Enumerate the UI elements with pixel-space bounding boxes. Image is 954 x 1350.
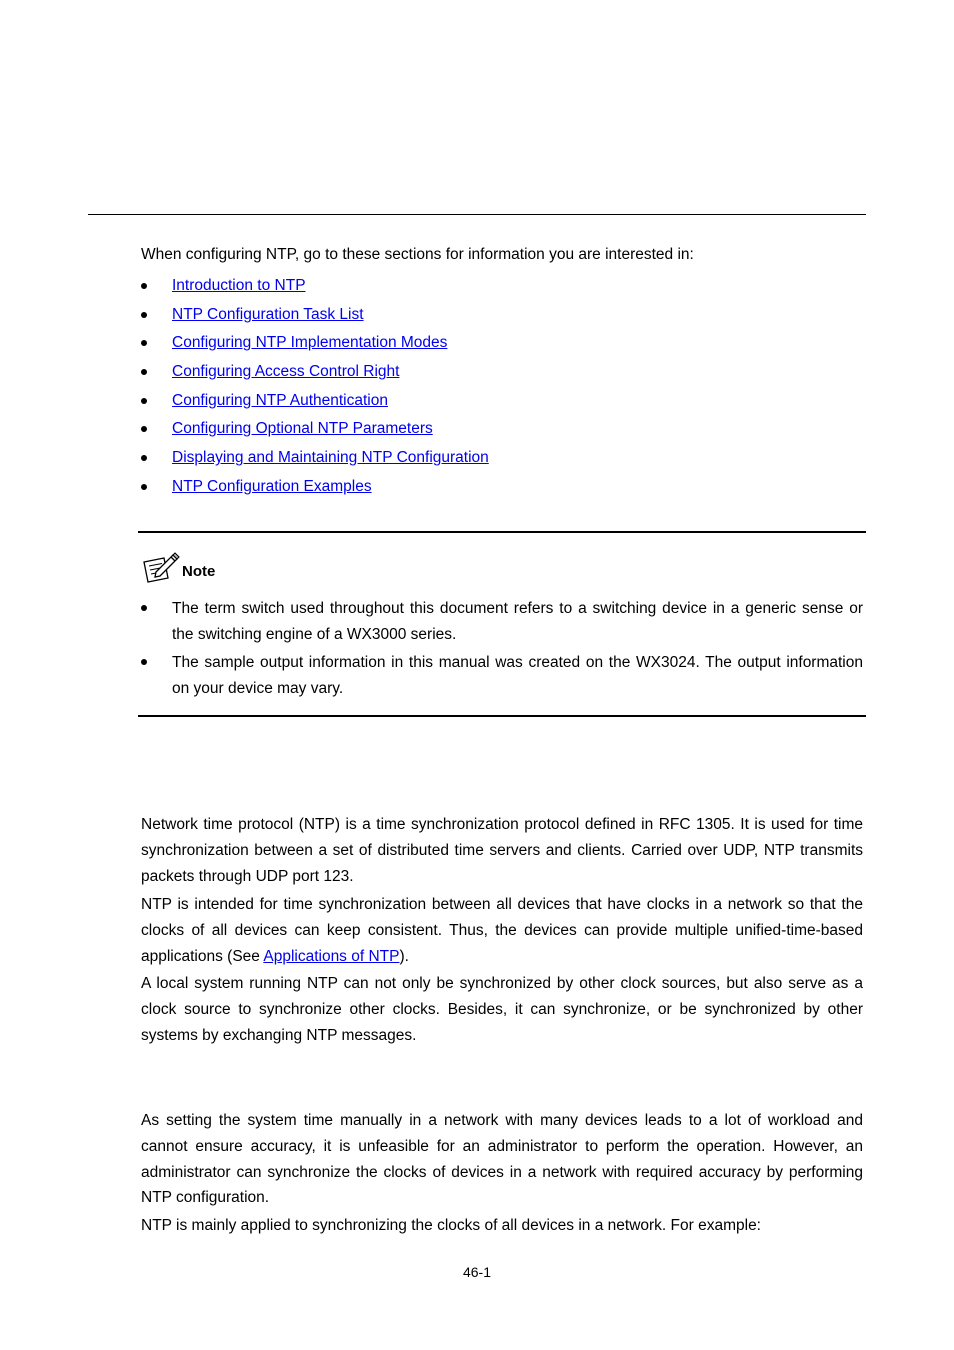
bullet-icon [141, 426, 147, 432]
intro-text: When configuring NTP, go to these sections for information you are interested in: [141, 246, 694, 263]
bullet-icon [141, 398, 147, 404]
bullet-icon [141, 659, 147, 665]
paragraph: Network time protocol (NTP) is a time synchronization protocol defined in RFC 1305. It is used for time synchronization between a set of distributed time servers and clients. Carried over UDP, NTP transmits packets through UDP port 123. [141, 816, 863, 885]
applications-of-ntp-link[interactable]: Applications of NTP [263, 947, 400, 965]
top-rule [88, 214, 866, 215]
toc-link-implementation-modes[interactable]: Configuring NTP Implementation Modes [172, 334, 448, 352]
paragraph: NTP is mainly applied to synchronizing the clocks of all devices in a network. For example: [141, 1217, 761, 1234]
bullet-icon [141, 484, 147, 490]
toc-item [141, 332, 863, 361]
toc-link-task-list[interactable]: NTP Configuration Task List [172, 305, 364, 323]
toc-link-access-control[interactable]: Configuring Access Control Right [172, 363, 400, 381]
note-item-text: The sample output information in this manual was created on the WX3024. The output information on your device may vary. [172, 654, 863, 697]
toc-link-examples[interactable]: NTP Configuration Examples [172, 477, 372, 495]
toc-link-displaying-maintaining[interactable]: Displaying and Maintaining NTP Configuration [172, 449, 489, 467]
toc-link-optional-parameters[interactable]: Configuring Optional NTP Parameters [172, 420, 433, 438]
paragraph-text: NTP is intended for time synchronization between all devices that have clocks in a network so that the clocks of all devices can keep consistent. Thus, the devices can provide multiple unified-time-based applications (See [141, 896, 863, 965]
toc-item [141, 361, 863, 390]
note-item [141, 596, 863, 647]
bullet-icon [141, 312, 147, 318]
toc-link-introduction[interactable]: Introduction to NTP [172, 277, 306, 294]
bullet-icon [141, 369, 147, 375]
toc-item [141, 275, 863, 304]
note-item-text: The term switch used throughout this document refers to a switching device in a generic sense or the switching engine of a WX3000 series. [172, 600, 863, 643]
toc-item [141, 390, 863, 419]
paragraph: As setting the system time manually in a network with many devices leads to a lot of workload and cannot ensure accuracy, it is unfeasible for an administrator to perform the operation. However, an administrator can synchronize the clocks of devices in a network with required accuracy by performing NTP configuration. [141, 1112, 863, 1207]
note-label: Note [182, 563, 216, 580]
toc-item [141, 476, 863, 505]
toc-item [141, 447, 863, 476]
page-number: 46-1 [462, 1264, 492, 1280]
toc-list [141, 275, 863, 505]
toc-item [141, 304, 863, 333]
bullet-icon [141, 455, 147, 461]
bullet-icon [141, 340, 147, 346]
paragraph [141, 892, 863, 969]
note-top-rule [138, 531, 866, 533]
note-bottom-rule [138, 715, 866, 717]
bullet-icon [141, 283, 147, 289]
toc-item [141, 418, 863, 447]
paragraph-text: ). [399, 947, 409, 965]
note-item [141, 650, 863, 701]
paragraph: A local system running NTP can not only be synchronized by other clock sources, but also serve as a clock source to synchronize other clocks. Besides, it can synchronize, or be synchronized by other systems by exchanging NTP messages. [141, 975, 863, 1044]
note-pencil-icon [142, 550, 180, 584]
bullet-icon [141, 605, 147, 611]
note-list [141, 596, 863, 704]
toc-link-authentication[interactable]: Configuring NTP Authentication [172, 391, 388, 409]
